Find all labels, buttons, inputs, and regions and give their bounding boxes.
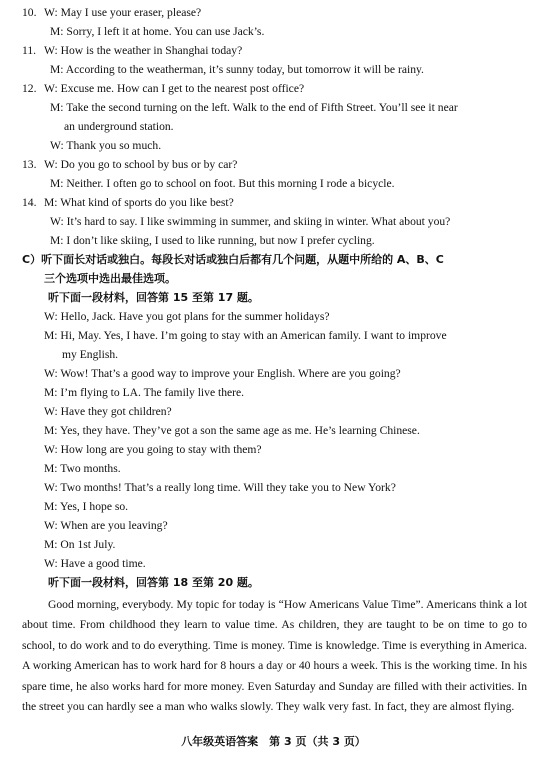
dialogue-line-11: M: Yes, I hope so. <box>44 500 129 513</box>
section-c-heading-line-2: 三个选项中选出最佳选项。 <box>44 272 176 285</box>
dialogue-line: W: Do you go to school by bus or by car? <box>44 158 238 171</box>
item-number: 13. <box>22 158 37 171</box>
dialogue-line: M: What kind of sports do you like best? <box>44 196 234 209</box>
dialogue-line: W: How is the weather in Shanghai today? <box>44 44 243 57</box>
item-12-line-2: M: Take the second turning on the left. Walk to the end of Fifth Street. You’ll see it near <box>50 101 458 114</box>
item-number: 11. <box>22 44 37 57</box>
dialogue-line-10: W: Two months! That’s a really long time. Will they take you to New York? <box>44 481 396 494</box>
item-14-line-1 <box>22 196 234 210</box>
item-11-line-1 <box>22 44 242 58</box>
dialogue-line: W: May I use your eraser, please? <box>44 6 202 19</box>
page-footer: 八年级英语答案 第 3 页（共 3 页） <box>181 735 366 748</box>
dialogue-line-6: W: Have they got children? <box>44 405 172 418</box>
item-number: 12. <box>22 82 37 95</box>
item-14-line-2: W: It’s hard to say. I like swimming in summer, and skiing in winter. What about you? <box>50 215 451 228</box>
dialogue-line-13: M: On 1st July. <box>44 538 116 551</box>
dialogue-line-4: W: Wow! That’s a good way to improve your English. Where are you going? <box>44 367 401 380</box>
item-12-line-1 <box>22 82 304 96</box>
item-11-line-2: M: According to the weatherman, it’s sunny today, but tomorrow it will be rainy. <box>50 63 424 76</box>
item-10-line-1 <box>22 6 201 20</box>
dialogue-line-8: W: How long are you going to stay with them? <box>44 443 262 456</box>
dialogue-line: W: Excuse me. How can I get to the nearest post office? <box>44 82 305 95</box>
item-12-line-3: an underground station. <box>64 120 174 133</box>
item-number: 14. <box>22 196 37 209</box>
item-14-line-3: M: I don’t like skiing, I used to like running, but now I prefer cycling. <box>50 234 375 247</box>
dialogue-line-1: W: Hello, Jack. Have you got plans for the summer holidays? <box>44 310 330 323</box>
item-13-line-2: M: Neither. I often go to school on foot. But this morning I rode a bicycle. <box>50 177 395 190</box>
dialogue-line-3: my English. <box>62 348 119 361</box>
instruction-18-20: 听下面一段材料，回答第 18 至第 20 题。 <box>48 576 259 589</box>
item-13-line-1 <box>22 158 237 172</box>
section-instruction: 听下面长对话或独白。每段长对话或独白后都有几个问题，从题中所给的 A、B、C <box>41 253 444 266</box>
dialogue-line-5: M: I’m flying to LA. The family live there. <box>44 386 245 399</box>
dialogue-line-2: M: Hi, May. Yes, I have. I’m going to stay with an American family. I want to improve <box>44 329 447 342</box>
dialogue-line-7: M: Yes, they have. They’ve got a son the same age as me. He’s learning Chinese. <box>44 424 420 437</box>
item-10-line-2: M: Sorry, I left it at home. You can use Jack’s. <box>50 25 265 38</box>
item-12-line-4: W: Thank you so much. <box>50 139 162 152</box>
section-c-heading <box>22 253 444 267</box>
item-number: 10. <box>22 6 37 19</box>
dialogue-line-12: W: When are you leaving? <box>44 519 168 532</box>
instruction-15-17: 听下面一段材料，回答第 15 至第 17 题。 <box>48 291 259 304</box>
section-label: C） <box>22 253 42 266</box>
dialogue-line-9: M: Two months. <box>44 462 121 475</box>
monologue-paragraph: Good morning, everybody. My topic for today is “How Americans Value Time”. Americans think a lot about time. From childhood they learn to value time. As children, they are taught to be on time to go to school, to do work and to do everything. Time is money. Time is knowledge. Time is everything in America. A working American has to work hard for 8 hours a day or 40 hours a week. This is the working time. In his spare time, he also works hard for more money. Even Saturday and Sunday are filled with their activities. In the street you can hardly see a man who walks slowly. They walk very fast. In fact, they are almost flying. <box>22 598 527 714</box>
dialogue-line-14: W: Have a good time. <box>44 557 146 570</box>
